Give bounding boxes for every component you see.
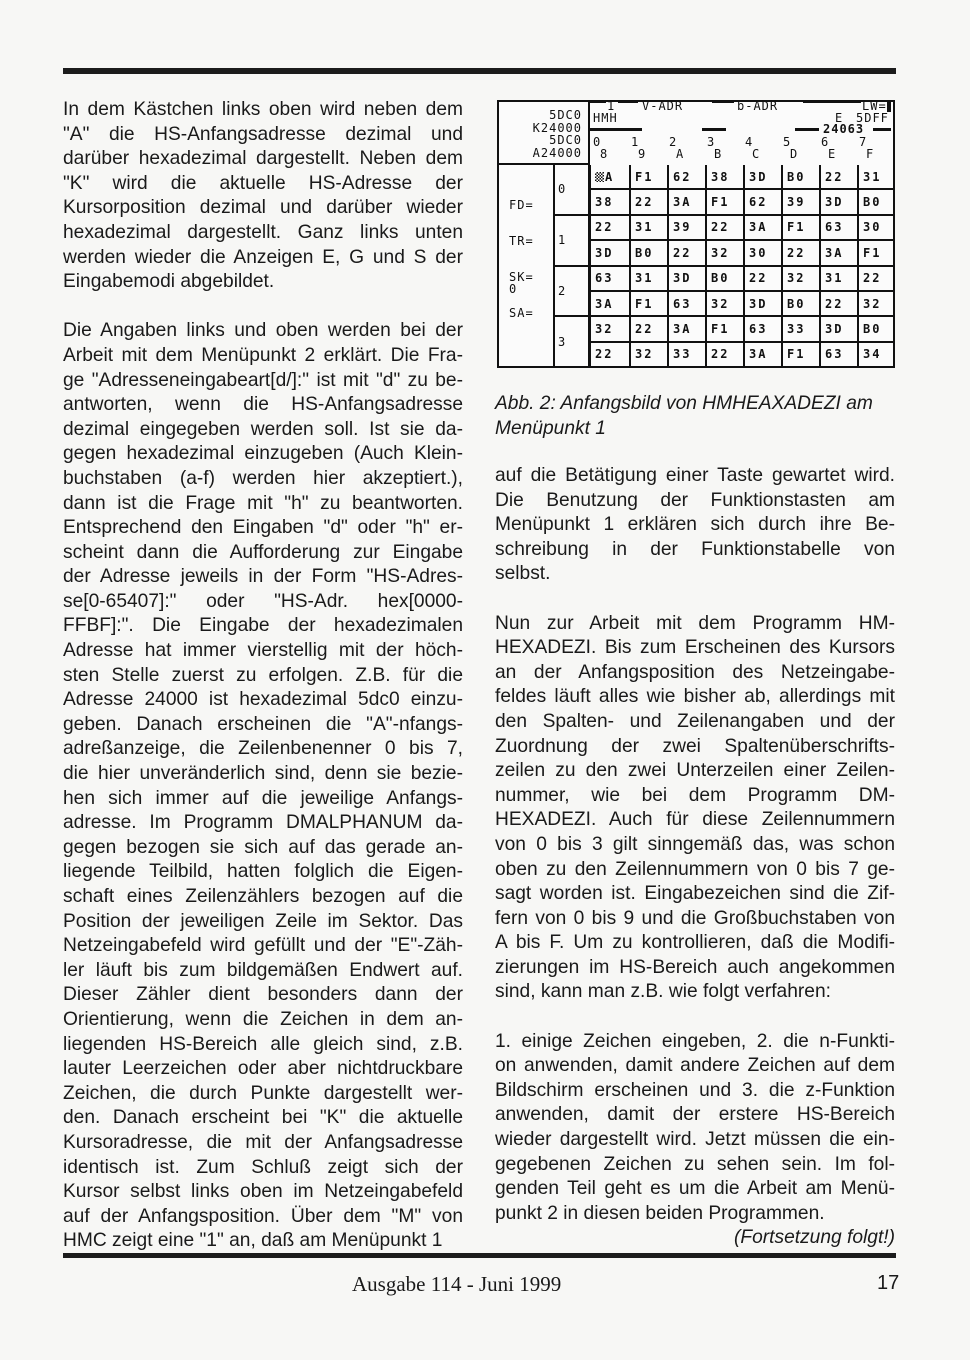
hex-value: 38 (711, 169, 730, 184)
hex-cell[interactable] (781, 267, 819, 292)
hex-cell[interactable] (667, 241, 705, 266)
tr-label: TR= (509, 234, 534, 248)
hex-cell[interactable] (857, 317, 895, 342)
text-line: den Spalten- und Zeilenangaben und der (495, 710, 895, 732)
hex-cell[interactable] (781, 241, 819, 266)
text-line: Kursoradresse, die mit der Anfangsadresse (63, 1131, 463, 1153)
fd-label: FD= (509, 198, 534, 212)
address-box (497, 100, 590, 165)
header-bar (803, 100, 861, 103)
hex-value: B0 (863, 195, 882, 210)
column-head-top: 1 (631, 135, 640, 149)
hex-cell[interactable] (629, 241, 667, 266)
hex-value: 3A (595, 296, 614, 311)
hex-value: F1 (787, 347, 806, 362)
hex-value: B0 (787, 296, 806, 311)
hex-cell[interactable] (591, 190, 629, 215)
column-head-bottom: C (752, 147, 761, 161)
hex-cell[interactable] (743, 267, 781, 292)
column-head-bottom: B (714, 147, 723, 161)
hex-value: 63 (749, 321, 768, 336)
column-head-bottom: F (866, 147, 875, 161)
issue-label: Ausgabe 114 - Juni 1999 (352, 1272, 562, 1296)
text-line: genden Teil geht es um die Arbeit am Menü- (495, 1178, 895, 1200)
page-number: 17 (877, 1272, 900, 1294)
hex-cell[interactable] (743, 190, 781, 215)
text-line: anwenden, damit der erstere HS-Bereich (495, 1104, 895, 1126)
hex-cell[interactable] (781, 292, 819, 317)
hex-value: F1 (635, 296, 654, 311)
hex-value: 30 (749, 245, 768, 260)
text-line: der Adresse jeweils in der Form "HS-Adres- (63, 566, 463, 588)
text-line: zierungen im HS-Bereich auch angekommen (495, 956, 895, 978)
text-line: selbst. (495, 563, 551, 585)
header-bar (712, 100, 734, 103)
text-line: dann ist die Frage mit "h" zu beantworten. (63, 492, 463, 514)
hex-cell[interactable] (705, 267, 743, 292)
hex-value: 38 (595, 195, 614, 210)
text-line: ler läuft bis zum bildgemäßen Endwert auf. (63, 959, 463, 981)
text-line: HMC zeigt eine "1" an, daß am Menüpunkt 1 (63, 1230, 443, 1252)
hex-value: 3A (749, 347, 768, 362)
hex-value: 3A (749, 220, 768, 235)
hex-cell[interactable] (667, 190, 705, 215)
text-line: Netzeingabefeld wird gefüllt und der "E"-Zäh- (63, 935, 463, 957)
text-line: "K" wird die aktuelle HS-Adresse der (63, 172, 463, 194)
hex-value: B0 (635, 245, 654, 260)
text-line: die hier unveränderlich sind, denn sie bezie- (63, 763, 463, 785)
hex-value: 34 (863, 347, 882, 362)
hex-value: 22 (595, 220, 614, 235)
text-line: FFBF]:". Die Eingabe der hexadezimalen (63, 615, 463, 637)
hex-value: 3D (595, 245, 614, 260)
hex-cell[interactable] (667, 317, 705, 342)
column-head-bottom: E (828, 147, 837, 161)
hex-cell[interactable] (743, 216, 781, 241)
paragraph (495, 1030, 895, 1227)
text-line: Adresse 24000 ist hexadezimal 5dc0 einzu- (63, 689, 463, 711)
hex-cell[interactable] (591, 165, 629, 190)
hex-cell[interactable] (743, 241, 781, 266)
hex-value: F1 (711, 321, 730, 336)
hex-cell[interactable] (857, 216, 895, 241)
text-line: hen sich immer auf die jeweilige Anfangs- (63, 787, 463, 809)
hex-value: 63 (825, 347, 844, 362)
hex-value: F1 (787, 220, 806, 235)
text-line: sagt worden ist. Eingabezeichen sind die Zif- (495, 883, 895, 905)
paragraph (63, 319, 463, 1254)
text-line: feldes läuft alles wie bisher ab, allerdings mit (495, 686, 895, 708)
figure-header (590, 100, 895, 163)
row-number: 2 (558, 283, 566, 298)
hex-value: 22 (635, 195, 654, 210)
text-line: Dieser Zähler dient besonders dann der (63, 984, 463, 1006)
text-line: adresse. Im Programm DMALPHANUM da- (63, 812, 463, 834)
column-head-top: 6 (821, 135, 830, 149)
text-line: auf der Anfangsposition. Über dem "M" von (63, 1205, 463, 1227)
hex-cell[interactable] (743, 292, 781, 317)
hex-cell[interactable] (781, 317, 819, 342)
column-head-bottom: 8 (600, 147, 609, 161)
hex-cell[interactable] (591, 216, 629, 241)
hex-value: 33 (673, 347, 692, 362)
text-line: HEXADEZI. Bis zum Erscheinen des Kursors (495, 637, 895, 659)
text-line: dezimal eingegeben werden soll. Ist sie da- (63, 418, 463, 440)
top-rule (63, 68, 896, 74)
text-line: buchstaben (a-f) werden hier akzeptiert.), (63, 467, 463, 489)
hex-value: 31 (825, 271, 844, 286)
text-line: Orientierung, wenn die Zeichen in dem an- (63, 1008, 463, 1030)
hex-cell[interactable] (629, 165, 667, 190)
hex-value: 32 (863, 296, 882, 311)
text-line: sten Stelle zuerst zu erfolgen. Z.B. für die (63, 664, 463, 686)
hex-value: 22 (863, 271, 882, 286)
text-line: von 0 bis 3 gilt sinngemäß das, was schon (495, 833, 895, 855)
figure-caption (495, 392, 905, 441)
hex-cell[interactable] (629, 292, 667, 317)
hex-value: 32 (635, 347, 654, 362)
hex-value: 3D (673, 271, 692, 286)
text-line: gegen bezogen sie sich auf das gerade an- (63, 836, 463, 858)
text-line: punkt 2 in diesen beiden Programmen. (495, 1202, 825, 1224)
row-number-cell (555, 317, 591, 368)
hex-cell[interactable] (705, 241, 743, 266)
text-line: Position der jeweiligen Zeile im Sektor. Das (63, 910, 463, 932)
hex-value: 3A (825, 245, 844, 260)
row-number: 3 (558, 334, 566, 349)
column-head-top: 0 (593, 135, 602, 149)
header-bar (590, 100, 606, 103)
hex-value: 62 (673, 169, 692, 184)
hex-cell[interactable] (705, 165, 743, 190)
hex-cell[interactable] (781, 165, 819, 190)
text-line: liegenden HS-Bereich alle gleich sind, z.B. (63, 1033, 463, 1055)
hex-value: 31 (635, 271, 654, 286)
caption-line: Menüpunkt 1 (495, 417, 606, 439)
text-line: In dem Kästchen links oben wird neben dem (63, 99, 463, 120)
hex-value: 3D (749, 296, 768, 311)
text-line: adreßanzeige, die Zeilenbenenner 0 bis 7, (63, 738, 463, 760)
hex-value: 33 (787, 321, 806, 336)
sk-label: SK= (509, 270, 534, 284)
hex-cell[interactable] (781, 343, 819, 368)
row-number: 0 (558, 182, 566, 197)
sa-label: SA= (509, 306, 534, 320)
hex-value: 22 (825, 296, 844, 311)
text-line: Eingabemodi abgebildet. (63, 271, 275, 293)
text-line: Zeichen, die durch Punkte dargestellt wer- (63, 1082, 463, 1104)
hex-value: 22 (711, 220, 730, 235)
column-head-top: 3 (707, 135, 716, 149)
hex-cell[interactable] (857, 190, 895, 215)
hex-cell[interactable] (705, 317, 743, 342)
hex-cell[interactable] (629, 216, 667, 241)
hex-value: 3D (825, 321, 844, 336)
column-head-top: 2 (669, 135, 678, 149)
program-label: HMH (593, 111, 618, 125)
text-line: A bis F. Um zu kontrollieren, daß die Modifi- (495, 932, 895, 954)
paragraph (495, 464, 895, 587)
text-line: schaft eines Zeilenzählers bezogen auf die (63, 886, 463, 907)
hex-value: 32 (595, 321, 614, 336)
hex-value: 39 (673, 220, 692, 235)
hex-cell[interactable] (819, 241, 857, 266)
hex-cell[interactable] (705, 292, 743, 317)
hex-value: 32 (711, 245, 730, 260)
cursor-address-hex: 5DC0 (549, 108, 582, 122)
header-bar (795, 128, 819, 131)
hex-value: 22 (595, 347, 614, 362)
hex-cell[interactable] (819, 190, 857, 215)
text-line: fern von 0 bis 9 und die Großbuchstaben von (495, 907, 895, 929)
text-line: gegen hexadezimal einzugeben (Auch Klein- (63, 443, 463, 465)
hex-value: 63 (595, 271, 614, 286)
column-head-bottom: 9 (638, 147, 647, 161)
left-column (63, 98, 463, 1254)
sk-value: 0 (509, 282, 518, 296)
hex-cell[interactable] (743, 165, 781, 190)
cursor-address-dec: K24000 (532, 120, 582, 135)
hex-cell[interactable] (591, 267, 629, 292)
text-line: Nun zur Arbeit mit dem Programm HM- (495, 612, 895, 634)
hex-cell[interactable] (667, 343, 705, 368)
header-bar (618, 100, 638, 103)
row-number-cell (555, 267, 591, 318)
end-address-dec: 24063 (823, 122, 865, 136)
text-line: se[0-65407]:" oder "HS-Adr. hex[0000- (63, 590, 463, 612)
text-line: oben zu den Zeilennummern von 0 bis 7 ge- (495, 858, 895, 880)
start-address-hex: 5DC0 (549, 133, 582, 147)
hex-cell[interactable] (781, 216, 819, 241)
hex-grid (591, 165, 895, 368)
hex-cell[interactable] (819, 343, 857, 368)
text-line: "A" die HS-Anfangsadresse dezimal und (63, 123, 463, 145)
hex-value: 22 (711, 347, 730, 362)
text-line: Kursorposition dezimal und darüber wieder (63, 197, 463, 219)
hex-cell[interactable] (629, 317, 667, 342)
row-number-cell (555, 216, 591, 267)
hex-cell[interactable] (857, 343, 895, 368)
hex-cell[interactable] (591, 343, 629, 368)
hex-cell[interactable] (743, 343, 781, 368)
column-head-bottom: D (790, 147, 799, 161)
header-bar (590, 128, 642, 131)
hex-value: B0 (711, 271, 730, 286)
text-line: antworten, wenn die HS-Anfangsadresse (63, 394, 463, 416)
hex-cell[interactable] (667, 165, 705, 190)
hex-cell[interactable] (705, 190, 743, 215)
bottom-rule (63, 1253, 896, 1258)
paragraph (495, 612, 895, 1006)
hex-value: B0 (863, 321, 882, 336)
header-bar (873, 128, 891, 131)
hex-cell[interactable] (705, 343, 743, 368)
hex-value: 3A (673, 321, 692, 336)
text-line: Die Benutzung der Funktionstasten am (495, 489, 895, 511)
hex-cell[interactable] (781, 190, 819, 215)
e-label: E (835, 111, 844, 125)
text-line: darüber hexadezimal dargestellt. Neben dem (63, 148, 463, 170)
hex-cell[interactable] (743, 317, 781, 342)
hex-cell[interactable] (591, 292, 629, 317)
side-labels (497, 165, 555, 368)
hex-cell[interactable] (819, 216, 857, 241)
text-line: Arbeit mit dem Menüpunkt 2 erklärt. Die Fra- (63, 344, 463, 366)
column-head-top: 4 (745, 135, 754, 149)
text-line: auf die Betätigung einer Taste gewartet wird. (495, 465, 895, 486)
text-line: zeilen zu den zwei Unterzeilen einer Zeilen- (495, 760, 895, 782)
hex-value: 22 (749, 271, 768, 286)
text-line: sind, kann man z.B. wie folgt verfahren: (495, 981, 831, 1003)
text-line: HEXADEZI. Auch für diese Zeilennummern (495, 809, 895, 831)
header-bar (702, 128, 726, 131)
paragraph (63, 98, 463, 295)
text-line: on anwenden, damit andere Zeichen auf dem (495, 1055, 895, 1077)
hex-cell[interactable] (819, 267, 857, 292)
hex-value: 32 (711, 296, 730, 311)
text-line: ge "Adresseneingabeart[d/]:" ist mit "d" zu be- (63, 369, 463, 391)
hex-value: B0 (787, 169, 806, 184)
hex-cell[interactable] (705, 216, 743, 241)
text-line: hexadezimal dargestellt. Ganz links unten (63, 221, 463, 243)
text-line: Zuordnung der zwei Spaltenüberschrifts- (495, 735, 895, 757)
text-line: geben. Danach erscheinen die "A"-nfangs- (63, 713, 463, 735)
hex-value: 3A (673, 195, 692, 210)
text-line: gegebenen Zeichen zu sehen sein. Im fol- (495, 1153, 895, 1175)
hex-cell[interactable] (667, 292, 705, 317)
hex-cell[interactable] (667, 267, 705, 292)
start-address-dec: A24000 (532, 145, 582, 160)
text-line: Bildschirm erscheinen und 3. die z-Funktion (495, 1079, 895, 1101)
v-adr-label: V-ADR (642, 99, 684, 113)
hex-value: 3D (825, 195, 844, 210)
text-line: 1. einige Zeichen eingeben, 2. die n-Funkti- (495, 1030, 895, 1052)
column-head-top: 7 (859, 135, 868, 149)
hex-value: 22 (787, 245, 806, 260)
text-line: Adresse hat immer vierstellig mit der höch- (63, 640, 463, 662)
cursor-block-icon (595, 172, 604, 182)
text-line: den. Danach erscheint bei "K" die aktuelle (63, 1107, 463, 1129)
hex-value: 22 (825, 169, 844, 184)
lw-label: LW= (862, 99, 887, 113)
hex-value: 32 (787, 271, 806, 286)
text-line: Entsprechend den Eingaben "d" oder "h" er- (63, 517, 463, 539)
row-number-cell (555, 165, 591, 216)
hex-cell[interactable] (857, 241, 895, 266)
text-line: wieder dargestellt wird. Jetzt müssen die ein- (495, 1129, 895, 1151)
hex-value: F1 (863, 245, 882, 260)
continuation-note: (Fortsetzung folgt!) (733, 1227, 895, 1249)
text-line: liegende Teilbild, hatten folglich die Eigen- (63, 861, 463, 883)
hex-value: 31 (863, 169, 882, 184)
right-column (495, 464, 895, 1251)
text-line: Menüpunkt 1 erklären sich durch ihre Be- (495, 514, 895, 536)
end-address-hex: 5DFF (856, 111, 889, 125)
hex-cell[interactable] (819, 292, 857, 317)
hex-value: 63 (673, 296, 692, 311)
text-line: Die Angaben links und oben werden bei der (63, 320, 463, 342)
hex-cell[interactable] (629, 267, 667, 292)
text-line: scheint dann die Aufforderung zur Eingabe (63, 541, 463, 563)
hex-cell[interactable] (857, 267, 895, 292)
hex-cell[interactable] (629, 190, 667, 215)
hex-value: 39 (787, 195, 806, 210)
text-line: nummer, wie bei dem Programm DM- (495, 784, 895, 806)
hex-cell[interactable] (591, 241, 629, 266)
text-line: schreibung in der Funktionstabelle von (495, 538, 895, 560)
hex-value: 63 (825, 220, 844, 235)
text-line: identisch ist. Zum Schluß zeigt sich der (63, 1156, 463, 1178)
hex-value: F1 (635, 169, 654, 184)
b-adr-label: b-ADR (737, 99, 779, 113)
hex-value: 30 (863, 220, 882, 235)
hex-value: 31 (635, 220, 654, 235)
hex-value: 62 (749, 195, 768, 210)
hex-value: 3D (749, 169, 768, 184)
hex-cell[interactable] (857, 292, 895, 317)
text-line: werden wieder die Anzeigen E, G und S der (63, 246, 463, 268)
column-head-bottom: A (676, 147, 685, 161)
text-line: an der Anfangsposition des Netzeingabe- (495, 661, 895, 683)
hex-cell[interactable] (629, 343, 667, 368)
hex-cell[interactable] (819, 165, 857, 190)
hex-value: 22 (673, 245, 692, 260)
hex-cell[interactable] (819, 317, 857, 342)
hex-value: 22 (635, 321, 654, 336)
row-number: 1 (558, 233, 566, 248)
caption-line: Abb. 2: Anfangsbild von HMHEAXADEZI am (495, 393, 873, 414)
menu-number: 1 (607, 99, 616, 113)
text-line: lauter Leerzeichen oder aber nichtdruckbare (63, 1058, 463, 1080)
cursor-cell-char: A (605, 169, 615, 184)
hex-value: F1 (711, 195, 730, 210)
screen-figure (497, 100, 895, 368)
text-line: Kursor selbst links oben im Netzeingabefeld (63, 1181, 463, 1203)
hex-cell[interactable] (857, 165, 895, 190)
hex-cell[interactable] (667, 216, 705, 241)
hex-cell[interactable] (591, 317, 629, 342)
column-head-top: 5 (783, 135, 792, 149)
